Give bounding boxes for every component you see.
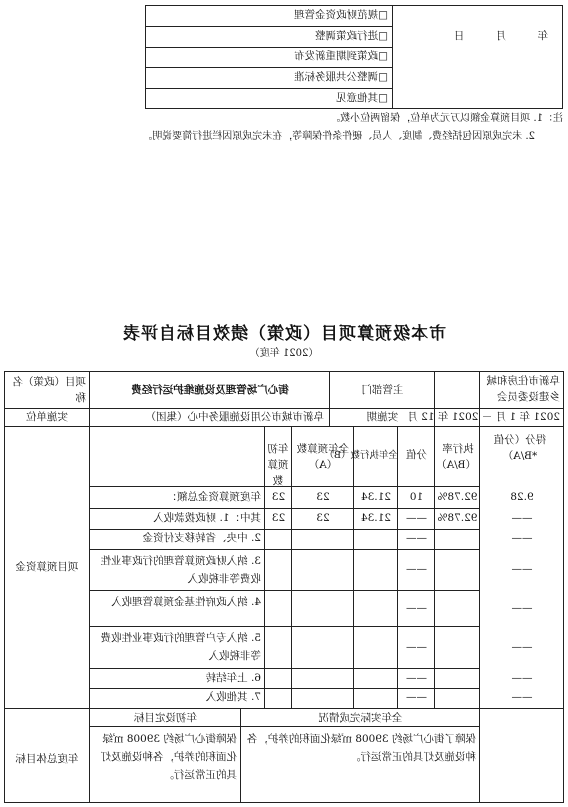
- cell-score: ——: [511, 512, 533, 524]
- department-label: 主管部门: [361, 384, 404, 396]
- cell-rate: 92.78%: [437, 512, 478, 524]
- project-name-label: 项目（政策）名称: [12, 376, 86, 404]
- cell-full: 23: [316, 512, 330, 524]
- unit-value: 阜新市城市公用设施服务中心（集团）: [145, 411, 324, 423]
- cell-initial: 23: [271, 491, 286, 503]
- period-label: 实施期: [366, 411, 399, 423]
- project-name-value: 街心广场管理及设施维护运行经费: [131, 384, 289, 396]
- cell-weight: ——: [406, 512, 427, 524]
- row-label: 6. 上年结转: [205, 672, 261, 684]
- row-label: 其中：1. 财政拨款收入: [153, 512, 261, 524]
- score-header: 得分（分值*B/A）: [493, 434, 547, 462]
- checklist-item: □规范财政资金管理: [294, 9, 388, 21]
- cell-score: ——: [511, 563, 533, 575]
- department-value: 阜新市住房和城乡建设委员会: [486, 375, 560, 403]
- note-line-1: 注：1. 项目预算金额以万元为单位，保留两位小数。: [330, 113, 563, 124]
- funds-group-label: 项目预算资金: [15, 561, 79, 573]
- full-year-budget-header: 全年预算数（A）: [296, 443, 350, 471]
- note-line-2: 2. 未完成原因包括经费、制度、人员、硬件条件保障等，在未完成原因栏进行简要说明。: [142, 131, 535, 142]
- checklist-item: □其他意见: [336, 92, 388, 104]
- actual-header: 全年实际完成情况: [318, 712, 403, 724]
- cell-weight: ——: [406, 641, 427, 653]
- cell-rate: 92.78%: [437, 491, 478, 503]
- cell-weight: ——: [406, 672, 427, 684]
- date-label: 年 月 日: [439, 30, 548, 42]
- row-label: 2. 中央、省转移支付资金: [142, 532, 261, 544]
- cell-executed: 21.34: [360, 491, 392, 503]
- cell-weight: ——: [406, 532, 427, 544]
- page-title: 市本级预算项目（政策）绩效目标自评表: [122, 324, 446, 344]
- checklist-item: □调整公共服务标准: [294, 71, 388, 83]
- cell-initial: 23: [271, 512, 286, 524]
- cell-score: ——: [511, 672, 533, 684]
- exec-rate-header: 执行率（B/A）: [436, 443, 476, 471]
- unit-label: 实施单位: [26, 411, 68, 423]
- executed-header: 全年执行数（B）: [324, 450, 398, 461]
- period-value: 2021 年 1 月 － 2021 年 12 月: [407, 411, 560, 423]
- cell-weight: ——: [406, 691, 427, 703]
- cell-weight: ——: [406, 602, 427, 614]
- row-label: 7. 其他收入: [205, 691, 261, 703]
- page-subtitle: （2021 年度）: [249, 348, 319, 359]
- cell-score: 9.28: [510, 491, 534, 503]
- cell-weight: 10: [409, 491, 424, 503]
- planned-text: 保障街心广场约 39008 ㎡绿化面积的养护，各种设施及灯具的正常运行。: [100, 733, 237, 781]
- checklist-item: □政策到期重新发布: [294, 50, 388, 62]
- score-weight-header: 分值: [406, 449, 427, 461]
- row-label: 3. 纳入财政预算管理的行政事业性收费等非税收入: [100, 555, 261, 585]
- cell-score: ——: [511, 691, 533, 703]
- checklist-item: □进行政策调整: [315, 30, 388, 42]
- cell-full: 23: [316, 491, 330, 503]
- row-label: 5. 纳入专户管理的行政事业性收费等非税收入: [100, 632, 261, 662]
- cell-executed: 21.34: [360, 512, 392, 524]
- cell-weight: ——: [406, 563, 427, 575]
- goals-label: 年度总体目标: [15, 753, 79, 765]
- cell-score: ——: [511, 641, 533, 653]
- initial-budget-header: 年初预算数: [267, 443, 289, 487]
- row-label: 4. 纳入政府性基金预算管理收入: [111, 596, 261, 608]
- cell-score: ——: [511, 532, 533, 544]
- row-label: 年度预算资金总额：: [166, 491, 261, 503]
- cell-score: ——: [511, 602, 533, 614]
- planned-header: 年初设定目标: [134, 712, 197, 724]
- actual-text: 保障了街心广场约 39008 ㎡绿化面积的养护，各种设施及灯具的正常运行。: [246, 733, 476, 763]
